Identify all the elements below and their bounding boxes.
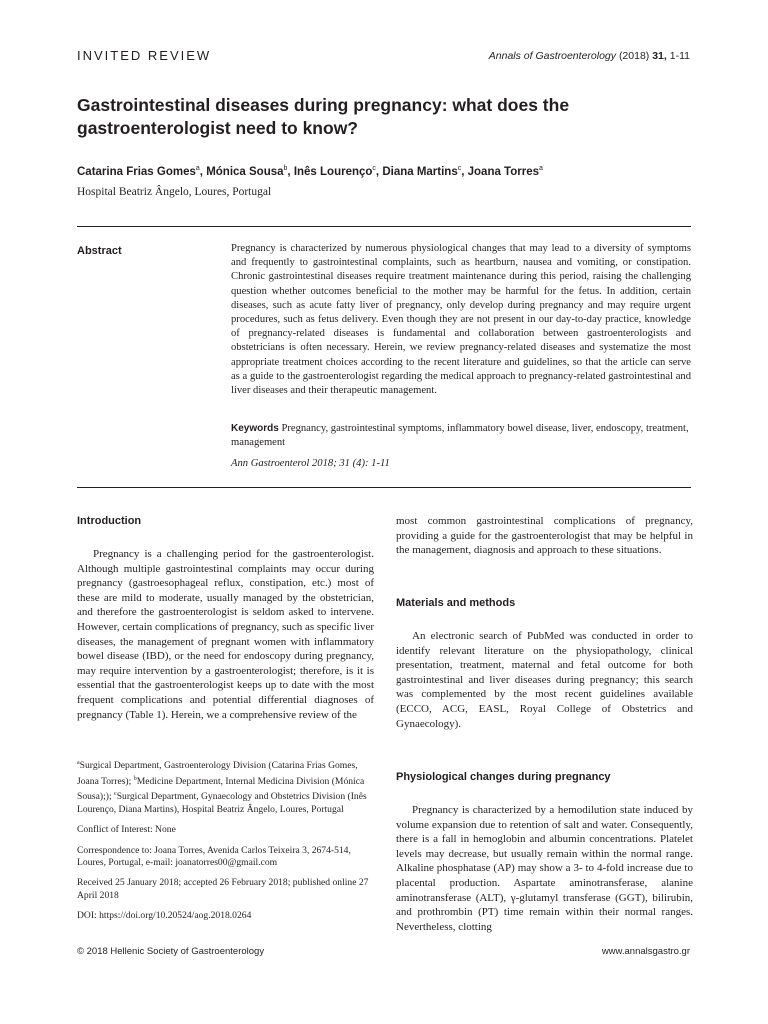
citation: Ann Gastroenterol 2018; 31 (4): 1-11	[231, 458, 390, 469]
author-affiliation-mark: c	[372, 165, 376, 172]
author-affiliation-mark: a	[195, 165, 200, 172]
abstract-text: Pregnancy is characterized by numerous physiological changes that may lead to a diversity of symptoms and frequently to gastrointestinal complaints, such as heartburn, nausea and vomiting, or constipation. Chronic gastrointestinal diseases require treatment maintenance during this period, raising the challenging question whether outcomes beneficial to the mother may be harmful for the fetus. In addition, certain diseases, such as acute fatty liver of pregnancy, only develop during pregnancy and may require urgent procedures, such as fetus delivery. Even though they are not present in our day-to-day practice, knowledge of pregnancy-related diseases is fundamental and collaboration between gastroenterologists and obstetricians is often necessary. Herein, we review pregnancy-related diseases and systematize the most appropriate treatment choices according to the recent literature and guidelines, so that the article can serve as a guide to the gastroenterologist regarding the medical approach to pregnancy-related gastrointestinal and liver diseases and their therapeutic management.	[231, 243, 691, 397]
footnote-dates: Received 25 January 2018; accepted 26 February 2018; published online 27 April 2018	[77, 877, 369, 901]
copyright: © 2018 Hellenic Society of Gastroenterology	[77, 946, 265, 957]
footnote-conflict: Conflict of Interest: None	[77, 824, 176, 836]
footnote-mark: c	[114, 791, 117, 798]
footnote-affiliations	[77, 757, 374, 816]
footnote-affiliation-b: Medicine Department, Internal Medicina Division (Mónica Sousa););	[77, 775, 365, 803]
introduction-text: Pregnancy is a challenging period for the gastroenterologist. Although multiple gastrointestinal complaints may occur during pregnancy (gastroesophageal reflux, constipation, etc.) most of these are mild to moderate, usually managed by the obstetrician, and therefore the gastroenterologist is seldom asked to intervene. However, certain complications of pregnancy, such as specific liver diseases, the management of pregnant women with inflammatory bowel disease (IBD), or the need for endoscopy during pregnancy, may require intervention by a gastroenterologist; therefore, is it is essential that the gastroenterologist keeps up to date with the most frequent complications and potential differential diagnoses of pregnancy (Table 1). Herein, we a comprehensive review of the	[77, 548, 374, 721]
author-affiliation: Hospital Beatriz Ângelo, Loures, Portugal	[77, 186, 272, 198]
introduction-continued: most common gastrointestinal complications of pregnancy, providing a guide for the gastroenterologist that may be helpful in the management, diagnosis and approach to these situations.	[396, 515, 693, 557]
keywords-text: Pregnancy, gastrointestinal symptoms, inflammatory bowel disease, liver, endoscopy, treatment, management	[231, 423, 689, 449]
journal-website: www.annalsgastro.gr	[601, 946, 690, 957]
author-affiliation-mark: a	[539, 165, 543, 172]
journal-pages: 1-11	[669, 50, 690, 62]
footnote-correspondence: Correspondence to: Joana Torres, Avenida Carlos Teixeira 3, 2674-514, Loures, Portugal, e-mail: joanatorres00@gmail.com	[77, 844, 351, 868]
methods-heading: Materials and methods	[396, 597, 516, 609]
author-affiliation-mark: b	[283, 165, 288, 172]
journal-volume: 31,	[652, 50, 667, 62]
footnote-affiliation-a: Surgical Department, Gastroenterology Division (Catarina Frias Gomes, Joana Torres);	[77, 760, 358, 787]
methods-text: An electronic search of PubMed was conducted in order to identify relevant literature on the physiopathology, clinical presentation, treatment, maternal and fetal outcome for both gastrointestinal and liver diseases during pregnancy; this search was complemented by the most recent guidelines available (ECCO, ACG, EASL, Royal College of Obstetrics and Gynaecology).	[396, 630, 693, 730]
footnote-mark: b	[133, 775, 137, 782]
footnote-affiliation-c: Surgical Department, Gynaecology and Obstetrics Division (Inês Lourenço, Diana Martins), Hospital Beatriz Ângelo, Loures, Portugal	[77, 791, 367, 815]
article-title: Gastrointestinal diseases during pregnancy: what does the gastroenterologist need to know?	[77, 95, 570, 138]
abstract-heading: Abstract	[77, 245, 122, 257]
keywords-label: Keywords	[231, 423, 279, 434]
author-name: Mónica Sousa	[206, 165, 284, 178]
author-name: Inês Lourenço	[293, 165, 373, 178]
footnotes	[77, 757, 374, 931]
author-list: Catarina Frias Gomes$^a$, Mónica Sousa$^b$, Inês Lourenço$^c$, Diana Martins$^c$, Joana Torres$^a$	[77, 165, 543, 178]
divider	[77, 487, 691, 488]
physiology-heading: Physiological changes during pregnancy	[396, 771, 611, 783]
journal-name: Annals of Gastroenterology	[488, 50, 617, 62]
section-label: INVITED REVIEW	[77, 48, 212, 63]
introduction-heading: Introduction	[77, 515, 142, 527]
journal-reference	[489, 50, 690, 62]
journal-year: (2018)	[618, 50, 650, 62]
footnote-mark: a	[77, 760, 80, 766]
physiology-text: Pregnancy is characterized by a hemodilution state induced by volume expansion due to retention of salt and water. Consequently, there is a fall in hemoglobin and albumin concentrations. Platelet levels may decrease, but usually remain within the normal range. Alkaline phosphatase (AP) may show a 3- to 4-fold increase due to placental production. Aspartate aminotransferase, alanine aminotransferase (ALT), γ-glutamyl transferase (GGT), bilirubin, and prothrombin (PT) time remain within their normal ranges. Nevertheless, clotting	[396, 804, 693, 933]
author-affiliation-mark: c	[457, 165, 462, 172]
footnote-doi: DOI: https://doi.org/10.20524/aog.2018.0264	[77, 910, 252, 922]
author-name: Joana Torres	[467, 165, 539, 178]
author-name: Catarina Frias Gomes	[77, 165, 196, 178]
divider	[77, 226, 691, 227]
keywords	[231, 422, 691, 450]
author-name: Diana Martins	[382, 165, 458, 178]
